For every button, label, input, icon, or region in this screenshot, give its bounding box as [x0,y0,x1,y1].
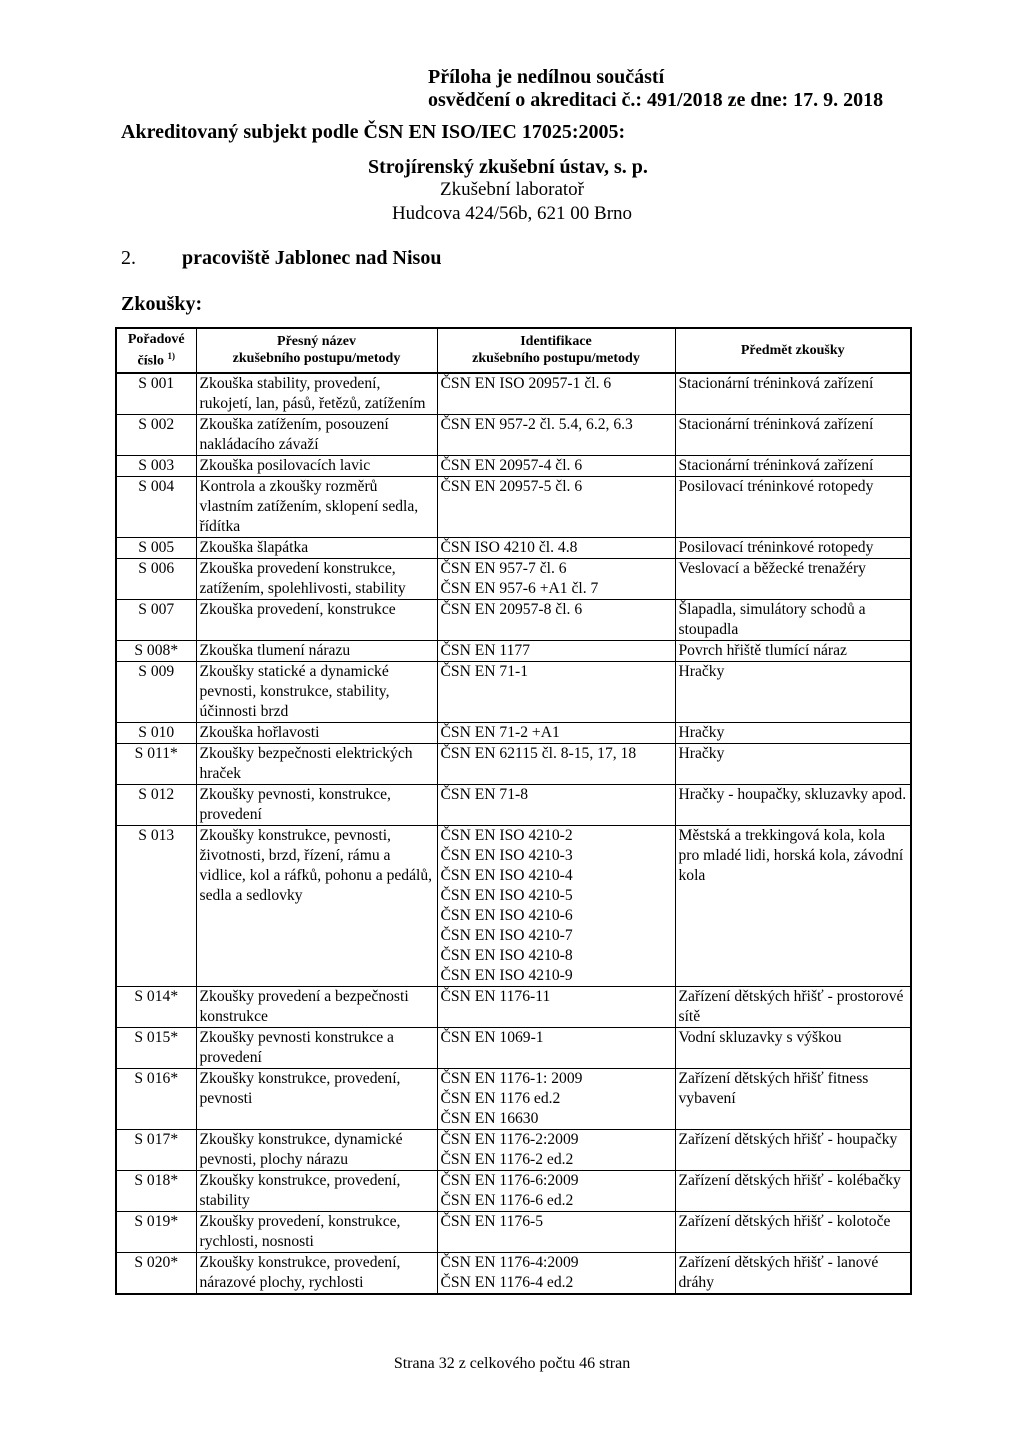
header-subject: Předmět zkoušky [675,328,911,373]
footnote-marker: 1) [167,351,175,361]
table-row [116,1211,911,1252]
row-number: S 015* [116,1027,196,1068]
row-subject: Hračky - houpačky, skluzavky apod. [675,784,911,825]
row-method-name: Zkoušky konstrukce, provedení, stability [196,1170,437,1211]
row-number: S 006 [116,558,196,599]
row-subject: Stacionární tréninková zařízení [675,373,911,415]
row-identification: ČSN EN 20957-8 čl. 6 [437,599,675,640]
accredited-subject: Akreditovaný subjekt podle ČSN EN ISO/IEC 17025:2005: [121,121,626,143]
laboratory-name: Zkušební laboratoř [439,179,585,200]
row-identification: ČSN EN 62115 čl. 8-15, 17, 18 [437,743,675,784]
row-number: S 008* [116,640,196,661]
row-number: S 012 [116,784,196,825]
table-row [116,640,911,661]
row-method-name: Zkouška provedení konstrukce, zatížením, spolehlivosti, stability [196,558,437,599]
row-method-name: Zkoušky bezpečnosti elektrických hraček [196,743,437,784]
row-number: S 014* [116,986,196,1027]
table-row [116,743,911,784]
row-method-name: Zkoušky pevnosti konstrukce a provedení [196,1027,437,1068]
row-identification: ČSN EN 957-2 čl. 5.4, 6.2, 6.3 [437,414,675,455]
row-method-name: Zkouška posilovacích lavic [196,455,437,476]
row-number: S 011* [116,743,196,784]
header-order-number: Pořadové číslo $^{1)}$ [116,328,196,373]
row-method-name: Zkoušky konstrukce, provedení, nárazové plochy, rychlosti [196,1252,437,1294]
row-method-name: Zkoušky pevnosti, konstrukce, provedení [196,784,437,825]
row-identification: ČSN EN 1176-11 [437,986,675,1027]
header-identification: Identifikace zkušebního postupu/metody [437,328,675,373]
row-subject: Veslovací a běžecké trenažéry [675,558,911,599]
table-row [116,986,911,1027]
table-row [116,1068,911,1129]
row-subject: Zařízení dětských hřišť - kolébačky [675,1170,911,1211]
table-row [116,784,911,825]
row-identification: ČSN EN 1069-1 [437,1027,675,1068]
row-number: S 009 [116,661,196,722]
tests-table [115,327,912,1295]
table-row [116,476,911,537]
row-number: S 013 [116,825,196,986]
row-subject: Hračky [675,743,911,784]
row-subject: Vodní skluzavky s výškou [675,1027,911,1068]
row-subject: Zařízení dětských hřišť - prostorové sítě [675,986,911,1027]
row-subject: Stacionární tréninková zařízení [675,455,911,476]
row-method-name: Zkoušky provedení a bezpečnosti konstrukce [196,986,437,1027]
row-number: S 004 [116,476,196,537]
row-identification: ČSN EN 1176-5 [437,1211,675,1252]
page-number: Strana 32 z celkového počtu 46 stran [393,1355,631,1372]
table-row [116,373,911,415]
row-number: S 020* [116,1252,196,1294]
row-number: S 019* [116,1211,196,1252]
row-subject: Zařízení dětských hřišť - houpačky [675,1129,911,1170]
row-method-name: Zkouška tlumení nárazu [196,640,437,661]
row-identification: ČSN EN 71-1 [437,661,675,722]
section-title: Zkoušky: [121,293,203,315]
row-number: S 001 [116,373,196,415]
row-identification: ČSN EN ISO 20957-1 čl. 6 [437,373,675,415]
row-subject: Povrch hřiště tlumící náraz [675,640,911,661]
row-method-name: Zkouška hořlavosti [196,722,437,743]
table-row [116,455,911,476]
row-method-name: Zkoušky konstrukce, dynamické pevnosti, plochy nárazu [196,1129,437,1170]
table-row [116,661,911,722]
row-number: S 016* [116,1068,196,1129]
annex-line-2: osvědčení o akreditaci č.: 491/2018 ze dne: 17. 9. 2018 [428,89,884,111]
row-subject: Hračky [675,722,911,743]
row-number: S 007 [116,599,196,640]
row-subject: Posilovací tréninkové rotopedy [675,537,911,558]
row-identification: ČSN EN 1176-6:2009 ČSN EN 1176-6 ed.2 [437,1170,675,1211]
table-row [116,825,911,986]
row-subject: Zařízení dětských hřišť - kolotoče [675,1211,911,1252]
tests-table-body [116,373,911,1294]
row-identification: ČSN EN 957-7 čl. 6 ČSN EN 957-6 +A1 čl. 7 [437,558,675,599]
table-row [116,1129,911,1170]
row-identification: ČSN EN 1176-4:2009 ČSN EN 1176-4 ed.2 [437,1252,675,1294]
row-method-name: Zkouška provedení, konstrukce [196,599,437,640]
row-identification: ČSN EN 71-2 +A1 [437,722,675,743]
row-subject: Posilovací tréninkové rotopedy [675,476,911,537]
row-subject: Hračky [675,661,911,722]
row-method-name: Zkouška zatížením, posouzení nakládacího závaží [196,414,437,455]
row-subject: Šlapadla, simulátory schodů a stoupadla [675,599,911,640]
row-subject: Zařízení dětských hřišť fitness vybavení [675,1068,911,1129]
row-number: S 018* [116,1170,196,1211]
row-method-name: Zkouška šlapátka [196,537,437,558]
row-identification: ČSN ISO 4210 čl. 4.8 [437,537,675,558]
row-identification: ČSN EN 20957-4 čl. 6 [437,455,675,476]
table-row [116,599,911,640]
row-subject: Zařízení dětských hřišť - lanové dráhy [675,1252,911,1294]
workplace-name: pracoviště Jablonec nad Nisou [182,247,442,269]
workplace-number: 2. [121,247,136,269]
row-identification: ČSN EN ISO 4210-2 ČSN EN ISO 4210-3 ČSN EN ISO 4210-4 ČSN EN ISO 4210-5 ČSN EN ISO 4210-6 ČSN EN ISO 4210-7 ČSN EN ISO 4210-8 ČSN EN ISO 4210-9 [437,825,675,986]
row-identification: ČSN EN 20957-5 čl. 6 [437,476,675,537]
row-number: S 003 [116,455,196,476]
row-number: S 005 [116,537,196,558]
row-subject: Stacionární tréninková zařízení [675,414,911,455]
row-number: S 017* [116,1129,196,1170]
row-method-name: Zkoušky konstrukce, pevnosti, životnosti, brzd, řízení, rámu a vidlice, kol a ráfků, pohonu a pedálů, sedla a sedlovky [196,825,437,986]
address: Hudcova 424/56b, 621 00 Brno [391,203,633,224]
table-row [116,1170,911,1211]
row-method-name: Kontrola a zkoušky rozměrů vlastním zatížením, sklopení sedla, řídítka [196,476,437,537]
row-identification: ČSN EN 1176-2:2009 ČSN EN 1176-2 ed.2 [437,1129,675,1170]
row-method-name: Zkoušky statické a dynamické pevnosti, konstrukce, stability, účinnosti brzd [196,661,437,722]
row-number: S 002 [116,414,196,455]
row-method-name: Zkouška stability, provedení, rukojetí, lan, pásů, řetězů, zatížením [196,373,437,415]
table-row [116,537,911,558]
table-row [116,414,911,455]
row-identification: ČSN EN 1176-1: 2009 ČSN EN 1176 ed.2 ČSN EN 16630 [437,1068,675,1129]
row-identification: ČSN EN 1177 [437,640,675,661]
table-row [116,558,911,599]
row-number: S 010 [116,722,196,743]
organization-name: Strojírenský zkušební ústav, s. p. [368,156,648,178]
table-row [116,722,911,743]
row-method-name: Zkoušky konstrukce, provedení, pevnosti [196,1068,437,1129]
header-method-name: Přesný název zkušebního postupu/metody [196,328,437,373]
row-subject: Městská a trekkingová kola, kola pro mladé lidi, horská kola, závodní kola [675,825,911,986]
row-identification: ČSN EN 71-8 [437,784,675,825]
table-header-row [116,328,911,373]
table-row [116,1027,911,1068]
row-method-name: Zkoušky provedení, konstrukce, rychlosti, nosnosti [196,1211,437,1252]
table-row [116,1252,911,1294]
annex-line-1: Příloha je nedílnou součástí [428,66,665,88]
